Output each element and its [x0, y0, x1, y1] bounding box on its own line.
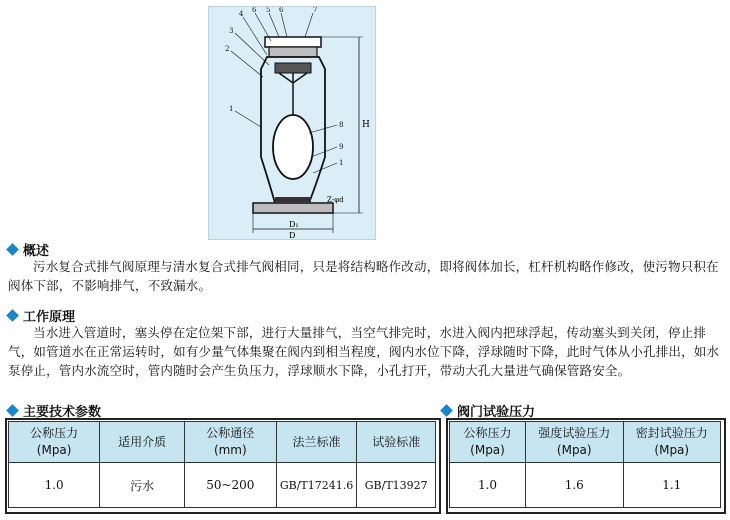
principle-heading-text: 工作原理 [23, 310, 76, 325]
principle-text: 当水进入管道时，塞头停在定位架下部，进行大量排气，当空气排完时，水进入阀内把球浮起，传动塞头到关闭，停止排气，如管道水在正常运转时，如有少量气体集聚在阀内到相当程度，阀内水位下降，浮球随时下降，此时气体从小孔排出，如水泵停止，管内水流空时，管内随时会产生负压力，浮球顺水下降，小孔打开，带动大孔大量进气确保管路安全。 [8, 325, 720, 378]
lever-mechanism [275, 63, 311, 73]
dim-bolts-label: Z-φd [327, 196, 344, 204]
dim-diameter-inner-label: D₁ [289, 220, 299, 229]
header-cell: 公称压力 (Mpa) [9, 422, 100, 463]
table-cell: 1.0 [9, 463, 100, 508]
header-cell: 适用介质 [100, 422, 185, 463]
svg-text:6: 6 [252, 7, 257, 14]
table-cell: 污水 [100, 463, 185, 508]
svg-text:9: 9 [339, 143, 344, 151]
cap-flange [269, 47, 317, 57]
svg-text:1: 1 [339, 159, 344, 167]
table-cell: 1.1 [623, 463, 721, 508]
header-cell: 密封试验压力 (Mpa) [623, 422, 721, 463]
table-cell: GB/T17241.6 [276, 463, 357, 508]
diamond-bullet-icon [6, 309, 19, 322]
header-cell: 法兰标准 [276, 422, 357, 463]
svg-text:1: 1 [229, 105, 234, 113]
bottom-seat [275, 197, 311, 203]
table-row [450, 463, 721, 508]
svg-text:6: 6 [279, 7, 284, 14]
svg-text:2: 2 [225, 45, 230, 53]
main-params-heading-text: 主要技术参数 [23, 405, 102, 420]
float-ball [273, 115, 313, 179]
diamond-bullet-icon [6, 243, 19, 256]
table-header-row [9, 422, 436, 463]
dim-diameter-label: D [289, 231, 296, 239]
svg-text:3: 3 [229, 27, 234, 35]
valve-diagram [208, 6, 376, 240]
header-cell: 公称通径 (mm) [184, 422, 276, 463]
table-row [9, 463, 436, 508]
dim-height-label: H [362, 120, 370, 130]
header-cell: 公称压力 (Mpa) [450, 422, 526, 463]
header-cell: 试验标准 [357, 422, 436, 463]
main-params-table [8, 421, 436, 508]
diamond-bullet-icon [6, 404, 19, 417]
svg-text:4: 4 [239, 10, 244, 18]
header-cell: 强度试验压力 (Mpa) [526, 422, 623, 463]
top-cap [265, 37, 321, 47]
svg-text:8: 8 [339, 121, 344, 129]
table-cell: 50~200 [184, 463, 276, 508]
diamond-bullet-icon [440, 404, 453, 417]
valve-drawing [209, 7, 375, 239]
valve-test-heading-text: 阀门试验压力 [457, 405, 536, 420]
table-cell: GB/T13927 [357, 463, 436, 508]
table-cell: 1.0 [450, 463, 526, 508]
table-header-row [450, 422, 721, 463]
valve-test-table [449, 421, 721, 508]
overview-text: 污水复合式排气阀原理与清水复合式排气阀相同，只是将结构略作改动，即将阀体加长，杠杆机构略作修改，使污物只积在阀体下部，不影响排气，不致漏水。 [8, 259, 719, 293]
table-cell: 1.6 [526, 463, 623, 508]
bottom-flange [253, 203, 333, 213]
overview-heading-text: 概述 [23, 244, 50, 259]
svg-text:7: 7 [313, 7, 318, 14]
svg-text:5: 5 [266, 7, 271, 14]
